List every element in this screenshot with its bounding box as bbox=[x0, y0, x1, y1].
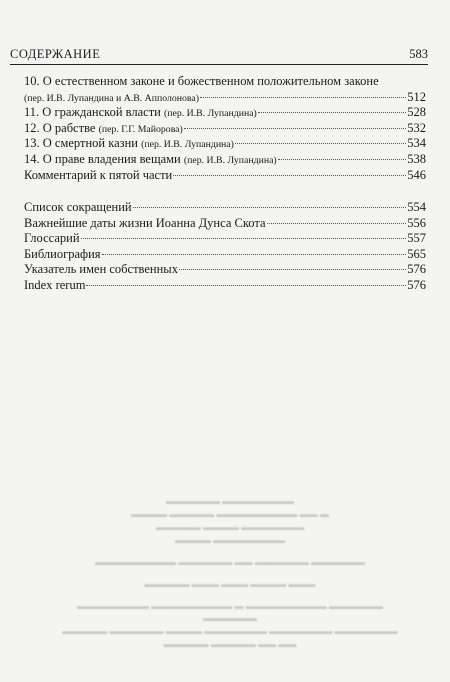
toc-entry bbox=[24, 262, 426, 278]
toc-entry-translator: (пер. И.В. Лупандина и А.В. Апполонова) bbox=[24, 92, 200, 104]
toc-entry-title: 12. О рабстве bbox=[24, 120, 96, 135]
toc-entry-title: Комментарий к пятой части bbox=[24, 167, 173, 182]
toc-entry-translator: (пер. Г.Г. Майорова) bbox=[98, 123, 183, 135]
page-number: 583 bbox=[409, 47, 428, 61]
toc-entry-page: 556 bbox=[407, 215, 426, 230]
toc-entry-title: Index rerum bbox=[24, 277, 86, 292]
leader-dots bbox=[235, 143, 406, 144]
header-rule bbox=[10, 64, 428, 65]
leader-dots bbox=[81, 238, 407, 239]
page-header-title: СОДЕРЖАНИЕ bbox=[10, 47, 101, 61]
toc-entry-page: 512 bbox=[407, 89, 426, 104]
toc-entry-translator: (пер. И.В. Лупандина) bbox=[141, 139, 234, 151]
toc-entry bbox=[24, 121, 426, 137]
toc-main-list bbox=[24, 74, 426, 183]
leader-dots bbox=[184, 128, 406, 129]
leader-dots bbox=[102, 254, 407, 255]
toc-entry-page: 534 bbox=[407, 136, 426, 151]
toc-entry-title: Библиография bbox=[24, 246, 101, 261]
toc-entry bbox=[24, 200, 426, 216]
toc-entry-page: 546 bbox=[407, 167, 426, 182]
leader-dots bbox=[133, 207, 407, 208]
leader-dots bbox=[86, 285, 406, 286]
running-header bbox=[10, 44, 428, 62]
toc-entry bbox=[24, 247, 426, 263]
toc-entry-page: 528 bbox=[407, 105, 426, 120]
toc-entry-translator: (пер. И.В. Лупандина) bbox=[183, 154, 277, 166]
leader-dots bbox=[267, 223, 407, 224]
toc-entry-page: 554 bbox=[407, 200, 426, 214]
toc-entry-page: 532 bbox=[407, 120, 426, 135]
toc-entry bbox=[24, 216, 426, 232]
toc-entry-page: 538 bbox=[407, 151, 426, 166]
leader-dots bbox=[278, 159, 407, 160]
toc-entry bbox=[24, 278, 426, 294]
toc-entry bbox=[24, 105, 426, 121]
toc-appendix-list bbox=[24, 200, 426, 294]
toc-entry-page: 576 bbox=[407, 277, 426, 292]
toc-entry bbox=[24, 74, 426, 90]
toc-entry bbox=[24, 152, 426, 168]
toc-entry-title: Важнейшие даты жизни Иоанна Дунса Скота bbox=[24, 215, 266, 230]
toc-entry-title: 11. О гражданской власти bbox=[24, 105, 161, 120]
toc-entry-page: 557 bbox=[407, 231, 426, 246]
leader-dots bbox=[179, 269, 406, 270]
toc-entry-page: 565 bbox=[407, 246, 426, 261]
leader-dots bbox=[258, 112, 406, 113]
toc-entry-translator: (пер. И.В. Лупандина) bbox=[164, 108, 257, 120]
toc-entry-title: Указатель имен собственных bbox=[24, 262, 178, 277]
toc-entry bbox=[24, 136, 426, 152]
toc-entry-title: 10. О естественном законе и божественном положительном законе bbox=[24, 74, 379, 88]
toc-entry bbox=[24, 168, 426, 184]
toc-entry-page: 576 bbox=[407, 262, 426, 277]
toc-entry-title: 13. О смертной казни bbox=[24, 136, 138, 151]
leader-dots bbox=[173, 175, 406, 176]
toc-entry-title: Список сокращений bbox=[24, 200, 132, 214]
toc-entry-title: Глоссарий bbox=[24, 231, 80, 246]
toc-entry-title: 14. О праве владения вещами bbox=[24, 151, 181, 166]
toc-entry-continuation bbox=[24, 90, 426, 106]
leader-dots bbox=[200, 97, 406, 98]
faded-imprint-block: ▬▬▬▬▬▬ ▬▬▬▬▬▬▬▬ ▬▬▬▬ ▬▬▬▬▬ ▬▬▬▬▬▬▬▬▬ ▬▬ ▬ ▬▬▬▬▬ ▬▬▬▬ ▬▬▬▬▬▬▬ ▬▬▬▬ ▬▬▬▬▬▬▬▬ ▬▬▬▬▬▬▬▬▬ ▬▬▬▬▬▬ ▬▬ ▬▬▬▬▬▬ ▬▬▬▬▬▬ ▬▬▬▬▬ ▬▬▬ ▬▬▬ ▬▬▬▬ ▬▬▬ ▬▬▬▬▬▬▬▬ ▬▬▬▬▬▬▬▬▬ ▬ ▬▬▬▬▬▬▬▬▬ ▬▬▬▬▬▬ ▬▬▬▬▬▬ ▬▬▬▬▬ ▬▬▬▬▬▬ ▬▬▬▬ ▬▬▬▬▬▬▬ ▬▬▬▬▬▬▬ ▬▬▬▬▬▬▬ ▬▬▬▬▬ ▬▬▬▬▬ ▬▬ ▬▬ bbox=[62, 496, 398, 649]
toc-entry bbox=[24, 231, 426, 247]
